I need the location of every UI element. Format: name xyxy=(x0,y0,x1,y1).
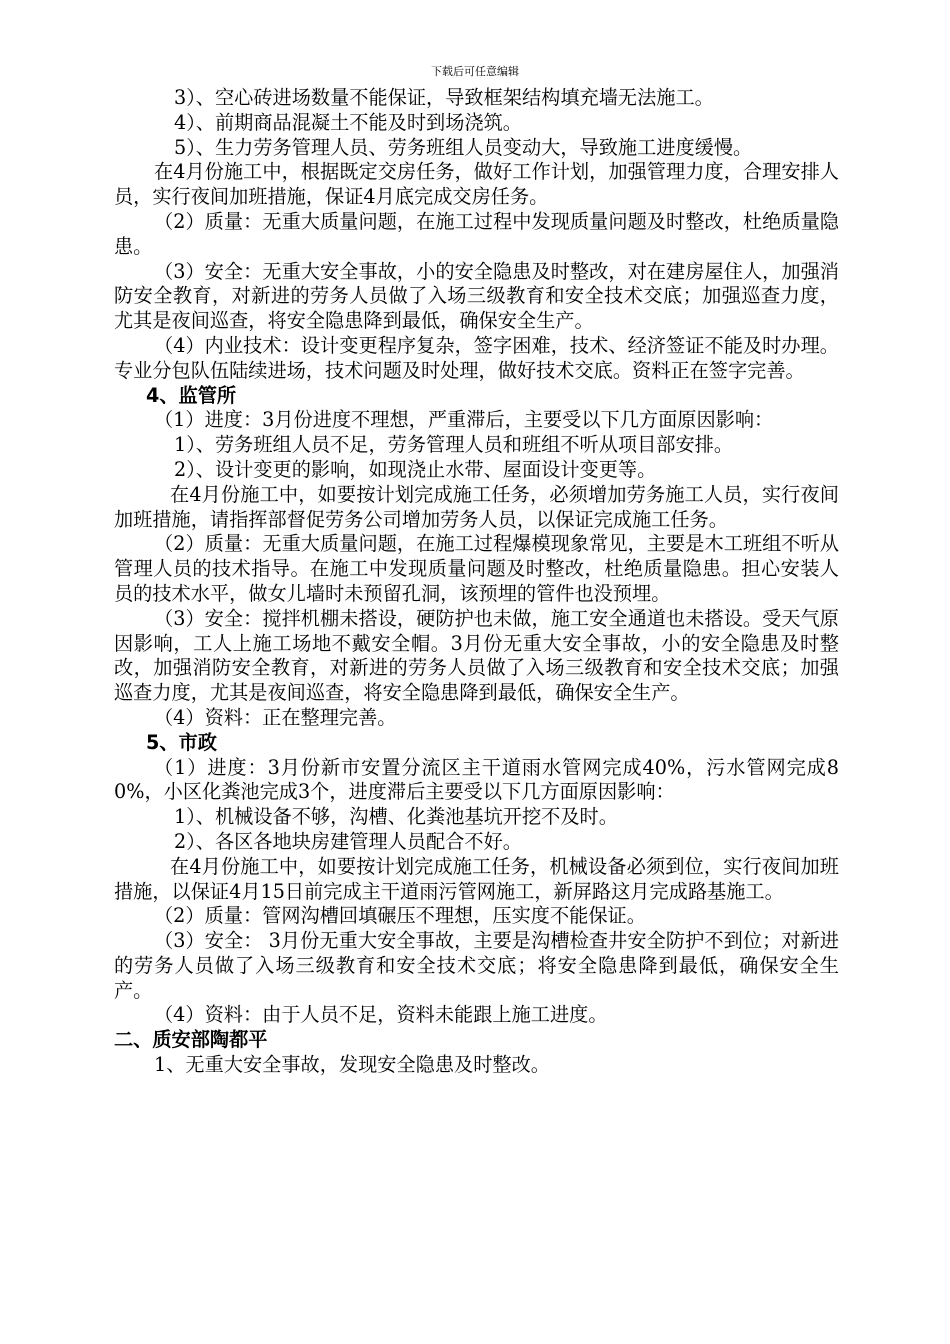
paragraph: 2）、各区各地块房建管理人员配合不好。 xyxy=(174,829,522,853)
paragraph: 在4月份施工中，如要按计划完成施工任务，必须增加劳务施工人员，实行夜间加班措施，请指挥部督促劳务公司增加劳务人员，以保证完成施工任务。 xyxy=(114,482,839,531)
page-header: 下载后可任意编辑 xyxy=(431,65,519,78)
paragraph: 1、无重大安全事故，发现安全隐患及时整改。 xyxy=(154,1053,550,1077)
paragraph: （3）安全： 3月份无重大安全事故，主要是沟槽检查井安全防护不到位；对新进的劳务人员做了入场三级教育和安全技术交底；将安全隐患降到最低，确保安全生产。 xyxy=(114,929,839,1002)
paragraph: （2）质量：无重大质量问题，在施工过程爆模现象常见，主要是木工班组不听从管理人员的技术指导。在施工中发现质量问题及时整改，杜绝质量隐患。担心安装人员的技术水平，做女儿墙时未预留孔洞，该预埋的管件也没预埋。 xyxy=(114,532,839,605)
paragraph: 5）、生力劳务管理人员、劳务班组人员变动大，导致施工进度缓慢。 xyxy=(174,135,753,159)
document-body xyxy=(114,86,839,1078)
paragraph: （4）资料：正在整理完善。 xyxy=(154,705,397,729)
paragraph: 4）、前期商品混凝土不能及时到场浇筑。 xyxy=(174,110,522,134)
paragraph: 在4月份施工中，如要按计划完成施工任务，机械设备必须到位，实行夜间加班措施，以保证4月15日前完成主干道雨污管网施工，新屏路这月完成路基施工。 xyxy=(114,854,839,903)
paragraph: （4）资料：由于人员不足，资料未能跟上施工进度。 xyxy=(154,1003,608,1027)
paragraph: （2）质量：无重大质量问题，在施工过程中发现质量问题及时整改，杜绝质量隐患。 xyxy=(114,209,839,258)
paragraph: 在4月份施工中，根据既定交房任务，做好工作计划，加强管理力度，合理安排人员，实行夜间加班措施，保证4月底完成交房任务。 xyxy=(114,160,839,209)
section-heading: 4、监管所 xyxy=(146,383,237,407)
paragraph: 3）、空心砖进场数量不能保证，导致框架结构填充墙无法施工。 xyxy=(174,86,714,109)
chapter-heading: 二、质安部陶都平 xyxy=(114,1028,268,1052)
paragraph: （1）进度：3月份进度不理想，严重滞后，主要受以下几方面原因影响： xyxy=(154,408,774,432)
paragraph: （3）安全：无重大安全事故，小的安全隐患及时整改，对在建房屋住人，加强消防安全教育，对新进的劳务人员做了入场三级教育和安全技术交底；加强巡查力度，尤其是夜间巡查，将安全隐患降到最低，确保安全生产。 xyxy=(114,259,839,333)
paragraph: 2）、设计变更的影响，如现浇止水带、屋面设计变更等。 xyxy=(174,457,657,481)
paragraph: 1）、劳务班组人员不足，劳务管理人员和班组不听从项目部安排。 xyxy=(174,433,734,457)
paragraph: （1）进度：3月份新市安置分流区主干道雨水管网完成40%，污水管网完成80%，小区化粪池完成3个，进度滞后主要受以下几方面原因影响： xyxy=(114,755,839,804)
paragraph: （3）安全：搅拌机棚未搭设，硬防护也未做，施工安全通道也未搭设。受天气原因影响，工人上施工场地不戴安全帽。3月份无重大安全事故，小的安全隐患及时整改，加强消防安全教育，对新进的劳务人员做了入场三级教育和安全技术交底；加强巡查力度，尤其是夜间巡查，将安全隐患降到最低，确保安全生产。 xyxy=(114,606,839,705)
section-heading: 5、市政 xyxy=(146,730,217,754)
paragraph: （2）质量：管网沟槽回填碾压不理想，压实度不能保证。 xyxy=(154,904,646,928)
paragraph: 1）、机械设备不够，沟槽、化粪池基坑开挖不及时。 xyxy=(174,805,618,829)
paragraph: （4）内业技术：设计变更程序复杂，签字困难，技术、经济签证不能及时办理。专业分包队伍陆续进场，技术问题及时处理，做好技术交底。资料正在签字完善。 xyxy=(114,333,839,382)
